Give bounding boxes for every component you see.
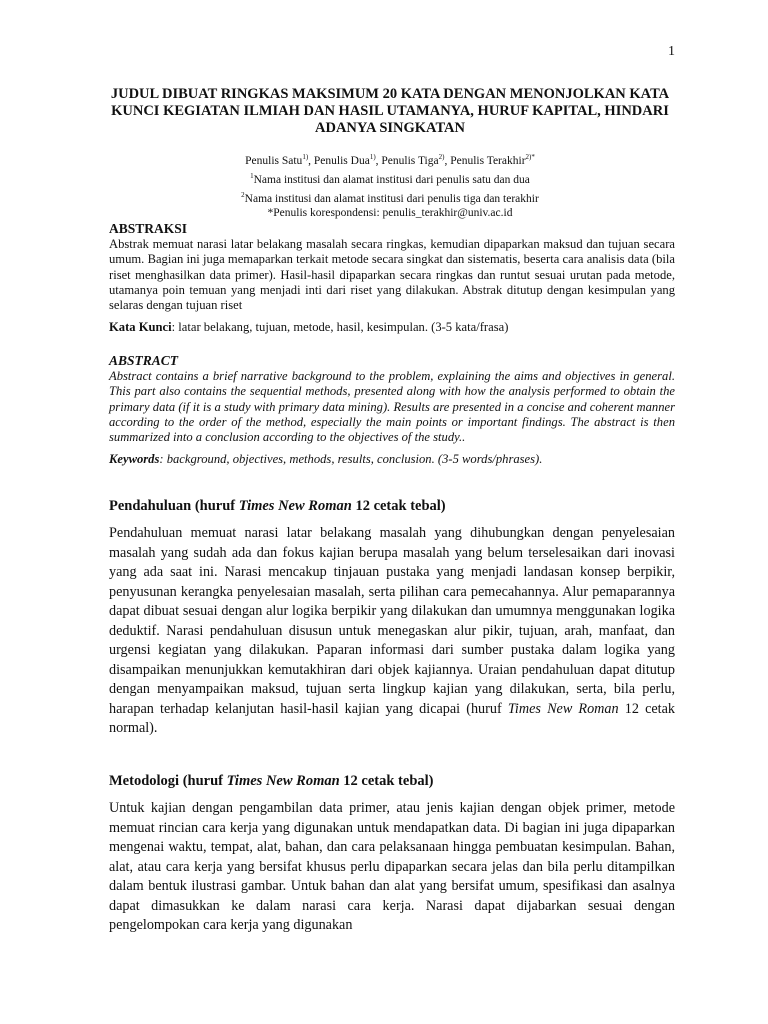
author-affiliation-mark: 1) bbox=[369, 153, 376, 161]
abstraksi-text: Abstrak memuat narasi latar belakang masalah secara ringkas, kemudian dipaparkan maksud dan tujuan secara umum. Bagian ini juga memaparkan terkait metode secara singkat dan sistematis, beserta cara analisis data (bila riset menghasilkan data primer). Hasil-hasil dipaparkan secara ringkas dan runtut sesuai urutan pada metode, utamanya poin temuan yang menjadi inti dari riset yang dilakukan. Abstrak ditutup dengan kesimpulan yang selaras dengan tujuan riset bbox=[109, 237, 675, 313]
abstract-heading: ABSTRACT bbox=[109, 353, 179, 368]
metodologi-section bbox=[109, 772, 675, 936]
author-affiliation-mark: 1) bbox=[302, 153, 309, 161]
author-name: Penulis Dua bbox=[313, 154, 370, 167]
abstraksi-heading: ABSTRAKSI bbox=[109, 221, 188, 236]
author-block bbox=[100, 150, 680, 221]
keywords bbox=[109, 451, 675, 467]
keywords-text: : background, objectives, methods, results, conclusion. (3-5 words/phrases). bbox=[159, 452, 543, 467]
pendahuluan-section bbox=[109, 497, 675, 739]
kata-kunci-text: : latar belakang, tujuan, metode, hasil, kesimpulan. (3-5 kata/frasa) bbox=[171, 320, 509, 335]
pendahuluan-heading: Pendahuluan (huruf Times New Roman 12 cetak tebal) bbox=[109, 498, 446, 514]
affiliation-1: $^1$Nama institusi dan alamat institusi dari penulis satu dan dua bbox=[250, 171, 530, 186]
author-list: Penulis Satu$^{1)}$, Penulis Dua$^{1)}$, Penulis Tiga$^{2)}$, Penulis Terakhir$^{2)*}$ bbox=[245, 153, 535, 167]
page-number: 1 bbox=[668, 44, 675, 59]
metodologi-text: Untuk kajian dengan pengambilan data primer, atau jenis kajian dengan objek primer, metode memuat rincian cara kerja yang digunakan untuk mendapatkan data. Di bagian ini juga dipaparkan mengenai waktu, tempat, alat, bahan, dan cara pelaksanaan hingga pembuatan kesimpulan. Bahan, alat, atau cara kerja yang bersifat khusus perlu dipaparkan secara jelas dan bila perlu ditampilkan dalam bentuk ilustrasi gambar. Untuk bahan dan alat yang bersifat umum, spesifikasi dan asalnya dapat dimasukkan ke dalam narasi cara kerja. Narasi dapat dijabarkan sesuai dengan pengelompokan cara kerja yang digunakan bbox=[109, 800, 675, 933]
author-name: Penulis Terakhir bbox=[450, 154, 526, 167]
author-affiliation-mark: 2)* bbox=[525, 153, 535, 161]
author-name: Penulis Tiga bbox=[381, 154, 439, 167]
abstract-section bbox=[109, 353, 675, 467]
keywords-label: Keywords bbox=[109, 452, 160, 467]
metodologi-heading: Metodologi (huruf Times New Roman 12 cetak tebal) bbox=[109, 773, 434, 789]
pendahuluan-text: Pendahuluan memuat narasi latar belakang masalah yang dihubungkan dengan penyelesaian masalah yang sudah ada dan fokus kajian berupa masalah yang belum terselesaikan dari inovasi yang ada saat ini. Narasi mencakup tinjauan pustaka yang menjadi landasan konsep berpikir, penyusunan kerangka penyelesaian masalah, serta pilihan cara pemecahannya. Alur pemaparannya dapat dibuat sesuai dengan alur logika berpikir yang dilakukan dan umumnya menggunakan logika deduktif. Narasi pendahuluan disusun untuk menegaskan alur pikir, tujuan, arah, manfaat, dan urgensi kegiatan yang dilakukan. Paparan informasi dari sumber pustaka dalam logika yang disampaikan menunjukkan kemutakhiran dari objek kajiannya. Uraian pendahuluan dapat ditutup dengan menyampaikan maksud, tujuan serta lingkup kajian yang dilakukan, serta, bila perlu, harapan terhadap kelanjutan hasil-hasil kajian yang dicapai (huruf Times New Roman 12 cetak normal). bbox=[109, 525, 675, 736]
affiliation-2: $^2$Nama institusi dan alamat institusi dari penulis tiga dan terakhir bbox=[241, 190, 539, 205]
paper-title: JUDUL DIBUAT RINGKAS MAKSIMUM 20 KATA DENGAN MENONJOLKAN KATA KUNCI KEGIATAN ILMIAH DAN HASIL UTAMANYA, HURUF KAPITAL, HINDARI ADANYA SINGKATAN bbox=[110, 86, 670, 136]
author-affiliation-mark: 2) bbox=[438, 153, 445, 161]
kata-kunci bbox=[109, 319, 675, 335]
abstract-text: Abstract contains a brief narrative background to the problem, explaining the aims and objectives in general. This part also contains the sequential methods, presented along with how the analysis performed to obtain the primary data (if it is a study with primary data mining). Results are presented in a concise and coherent manner according to the order of the method, especially the main points or important findings. The abstract is then summarized into a conclusion according to the objectives of the study.. bbox=[109, 369, 675, 445]
kata-kunci-label: Kata Kunci bbox=[109, 320, 172, 335]
abstraksi-section bbox=[109, 221, 675, 335]
author-name: Penulis Satu bbox=[245, 154, 303, 167]
correspondence: *Penulis korespondensi: penulis_terakhir@univ.ac.id bbox=[267, 207, 513, 220]
